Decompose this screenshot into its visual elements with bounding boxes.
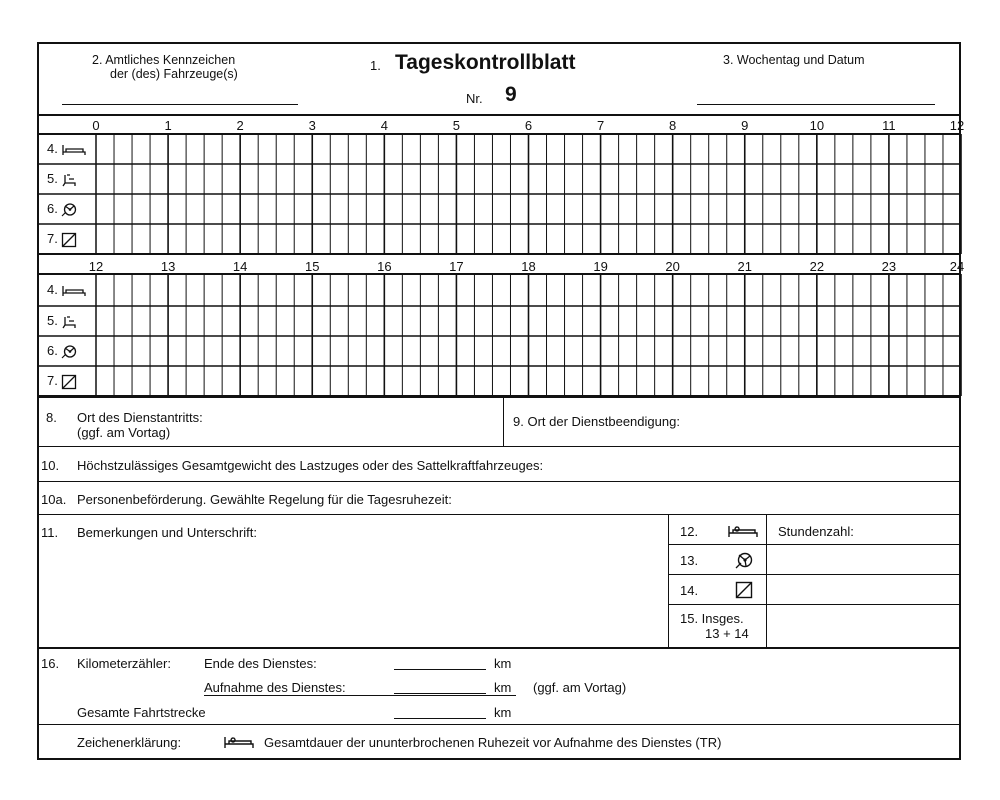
odometer-aufnahme-label: Aufnahme des Dienstes:	[204, 680, 346, 695]
title-number: 1.	[370, 58, 381, 73]
hour-label: 5	[452, 118, 461, 133]
legend-text: Gesamtdauer der ununterbrochenen Ruhezeit vor Aufnahme des Dienstes (TR)	[264, 735, 722, 750]
hour-label: 23	[881, 259, 897, 274]
hour-label: 12	[88, 259, 104, 274]
hour-label: 12	[949, 118, 965, 133]
field3-label: 3. Wochentag und Datum	[723, 53, 865, 67]
odometer-label: Kilometerzähler:	[77, 656, 171, 671]
hour-label: 21	[737, 259, 752, 274]
field2-label-line1: 2. Amtliches Kennzeichen	[92, 53, 236, 67]
hour-label: 22	[809, 259, 825, 274]
row-number: 4.	[47, 282, 58, 297]
hour-label: 20	[665, 259, 680, 274]
field8-label-line2: (ggf. am Vortag)	[77, 425, 171, 440]
field2-label-line2: der (des) Fahrzeuge(s)	[110, 67, 238, 81]
hour-label: 0	[92, 118, 100, 133]
hour-label: 11	[882, 118, 896, 133]
seat-icon	[61, 314, 79, 330]
bed-icon	[727, 521, 759, 539]
hour-label: 16	[377, 259, 392, 274]
divider-11	[37, 514, 961, 515]
hour-label: 9	[741, 118, 749, 133]
hour-label: 19	[593, 259, 608, 274]
field15-label-line2: 13 + 14	[705, 626, 749, 641]
odometer-aufnahme-input[interactable]	[394, 693, 486, 694]
row-number: 4.	[47, 141, 58, 156]
odometer-aufnahme-underline	[204, 695, 516, 696]
row-label-5	[47, 313, 79, 330]
divider-8-9	[503, 396, 504, 446]
odometer-ende-unit: km	[494, 656, 512, 671]
row-number: 6.	[47, 201, 58, 216]
odometer-gesamt-unit: km	[494, 705, 512, 720]
row-label-4	[47, 141, 87, 158]
box-diagonal-icon	[735, 581, 753, 599]
field14-number: 14.	[680, 583, 699, 598]
steering-wheel-icon	[61, 202, 79, 218]
hour-label: 4	[380, 118, 388, 133]
field8-label-line1: Ort des Dienstantritts:	[77, 410, 203, 425]
hour-label: 6	[524, 118, 533, 133]
row-label-6	[47, 343, 79, 360]
divider-12-13	[668, 544, 961, 545]
hour-label: 2	[236, 118, 244, 133]
steering-wheel-icon	[61, 344, 79, 360]
odometer-gesamt-input[interactable]	[394, 718, 486, 719]
field10a-number: 10a.	[41, 492, 67, 507]
hour-label: 3	[308, 118, 316, 133]
hour-label: 13	[160, 259, 176, 274]
field11-label: Bemerkungen und Unterschrift:	[77, 525, 257, 540]
divider-10a	[37, 481, 961, 482]
row-label-4	[47, 282, 87, 299]
bed-icon	[61, 142, 87, 158]
nr-value: 9	[505, 83, 517, 106]
hour-label: 8	[669, 118, 677, 133]
field10a-label: Personenbeförderung. Gewählte Regelung für die Tagesruhezeit:	[77, 492, 452, 507]
row-number: 5.	[47, 171, 58, 186]
field8-number: 8.	[46, 410, 57, 425]
row-number: 7.	[47, 231, 58, 246]
divider-legend	[37, 724, 961, 725]
divider-13-14	[668, 574, 961, 575]
box-diagonal-icon	[61, 374, 79, 390]
seat-icon	[61, 172, 79, 188]
odometer-ende-label: Ende des Dienstes:	[204, 656, 317, 671]
divider-10	[37, 446, 961, 447]
divider-11-12	[668, 514, 669, 648]
hour-label: 24	[949, 259, 965, 274]
hour-label: 1	[164, 118, 172, 133]
row-number: 7.	[47, 373, 58, 388]
row-number: 5.	[47, 313, 58, 328]
hour-label: 7	[596, 118, 605, 133]
hour-label: 18	[521, 259, 536, 274]
divider-12-hours	[766, 514, 767, 648]
legend-label: Zeichenerklärung:	[77, 735, 182, 750]
row-label-5	[47, 171, 79, 188]
field10-label: Höchstzulässiges Gesamtgewicht des Lastzuges oder des Sattelkraftfahrzeuges:	[77, 458, 544, 473]
field9-label: 9. Ort der Dienstbeendigung:	[513, 414, 680, 429]
bed-icon	[223, 732, 255, 750]
hour-label: 10	[809, 118, 825, 133]
hour-label: 15	[305, 259, 320, 274]
row-number: 6.	[47, 343, 58, 358]
field10-number: 10.	[41, 458, 60, 473]
field13-number: 13.	[680, 553, 699, 568]
field16-number: 16.	[41, 656, 60, 671]
odometer-gesamt-label: Gesamte Fahrtstrecke	[77, 705, 206, 720]
stundenzahl-label: Stundenzahl:	[778, 524, 854, 539]
box-diagonal-icon	[61, 232, 79, 248]
page-title: Tageskontrollblatt	[395, 51, 576, 74]
divider-16	[37, 647, 961, 649]
row-label-6	[47, 201, 79, 218]
row-label-7	[47, 373, 79, 390]
field11-number: 11.	[41, 525, 59, 540]
odometer-aufnahme-unit: km	[494, 680, 512, 695]
divider-8	[37, 396, 961, 398]
row-label-7	[47, 231, 79, 248]
hour-label: 17	[449, 259, 464, 274]
field15-label-line1: 15. Insges.	[680, 611, 744, 626]
field12-number: 12.	[680, 524, 699, 539]
steering-wheel-icon	[735, 551, 753, 569]
nr-label: Nr.	[466, 91, 483, 106]
odometer-note: (ggf. am Vortag)	[533, 680, 627, 695]
bed-icon	[61, 283, 87, 299]
odometer-ende-input[interactable]	[394, 669, 486, 670]
divider-14-15	[668, 604, 961, 605]
hour-label: 14	[232, 259, 248, 274]
